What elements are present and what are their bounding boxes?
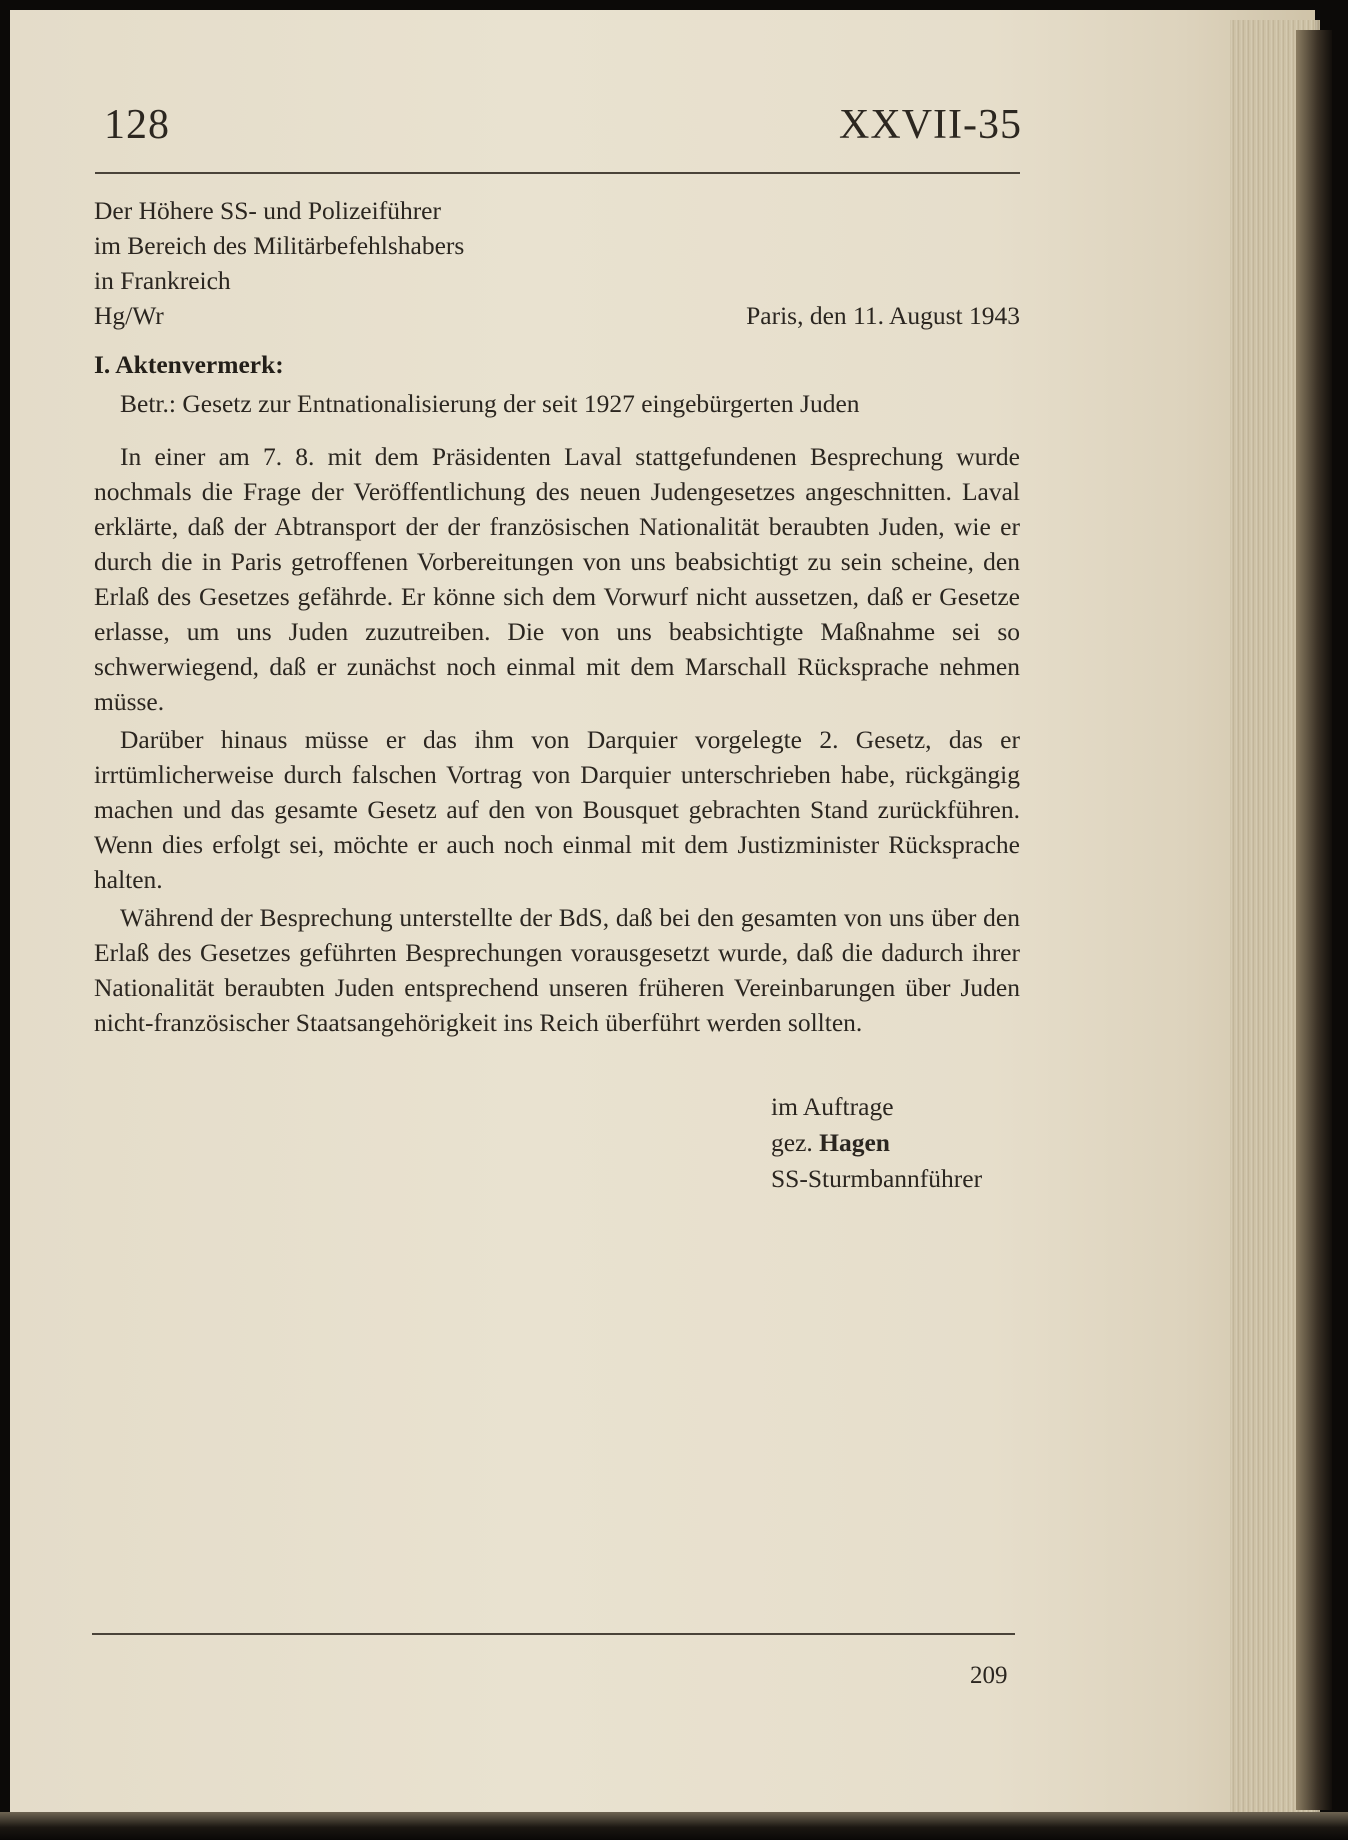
sender-line: im Bereich des Militärbefehlshabers: [94, 231, 465, 260]
sender-block: [94, 193, 1020, 298]
body-paragraph: Darüber hinaus müsse er das ihm von Darquier vorgelegte 2. Gesetz, das er irrtümlicherweise durch falschen Vortrag von Darquier unterschrieben habe, rückgängig machen und das gesamte Gesetz auf den von Bousquet gebrachten Stand zurückführen. Wenn dies erfolgt sei, möchte er auch noch einmal mit dem Justizminister Rücksprache halten.: [94, 725, 1020, 894]
signatory-rank: SS-Sturmbannführer: [771, 1164, 983, 1193]
running-page-number: 128: [104, 102, 170, 148]
memo-body: [94, 439, 1020, 1043]
signature-line: im Auftrage: [771, 1092, 894, 1121]
document-code: XXVII-35: [839, 102, 1022, 148]
signatory-name: Hagen: [819, 1128, 890, 1157]
memo-subject: Betr.: Gesetz zur Entnationalisierung der seit 1927 eingebürgerten Juden: [120, 389, 860, 418]
body-paragraph: Während der Besprechung unterstellte der BdS, daß bei den gesamten von uns über den Erlaß des Gesetzes geführten Besprechungen vorausgesetzt wurde, daß die dadurch ihrer Nationalität beraubten Juden entsprechend unseren früheren Vereinbarungen über Juden nicht-französischer Staatsangehörigkeit ins Reich überführt werden sollten.: [94, 903, 1020, 1037]
header-rule: [95, 172, 1020, 174]
scan-bottom-edge: [0, 1812, 1348, 1840]
reference-code: Hg/Wr: [94, 301, 164, 330]
folio-number: 209: [970, 1662, 1008, 1689]
reference-line: [94, 301, 1020, 331]
signature-prefix: gez.: [771, 1128, 813, 1157]
sender-line: in Frankreich: [94, 266, 231, 295]
body-paragraph: In einer am 7. 8. mit dem Präsidenten Laval stattgefundenen Besprechung wurde nochmals die Frage der Veröffentlichung des neuen Judengesetzes angeschnitten. Laval erklärte, daß der Abtransport der der französischen Nationalität beraubten Juden, wie er durch die in Paris getroffenen Vorbereitungen von uns beabsichtigt zu sein scheine, den Erlaß des Gesetzes gefährde. Er könne sich dem Vorwurf nicht aussetzen, daß er Gesetze erlasse, um uns Juden zuzutreiben. Die von uns beabsichtigte Maßnahme sei so schwerwiegend, daß er zunächst noch einmal mit dem Marschall Rücksprache nehmen müsse.: [94, 442, 1020, 716]
memo-heading: I. Aktenvermerk:: [94, 350, 284, 379]
sender-line: Der Höhere SS- und Polizeiführer: [94, 196, 441, 225]
footer-rule: [92, 1633, 1015, 1635]
book-spine: [1296, 30, 1332, 1810]
signature-block: [771, 1089, 982, 1197]
letter-date: Paris, den 11. August 1943: [746, 301, 1020, 330]
signature-name-line: [771, 1125, 982, 1161]
